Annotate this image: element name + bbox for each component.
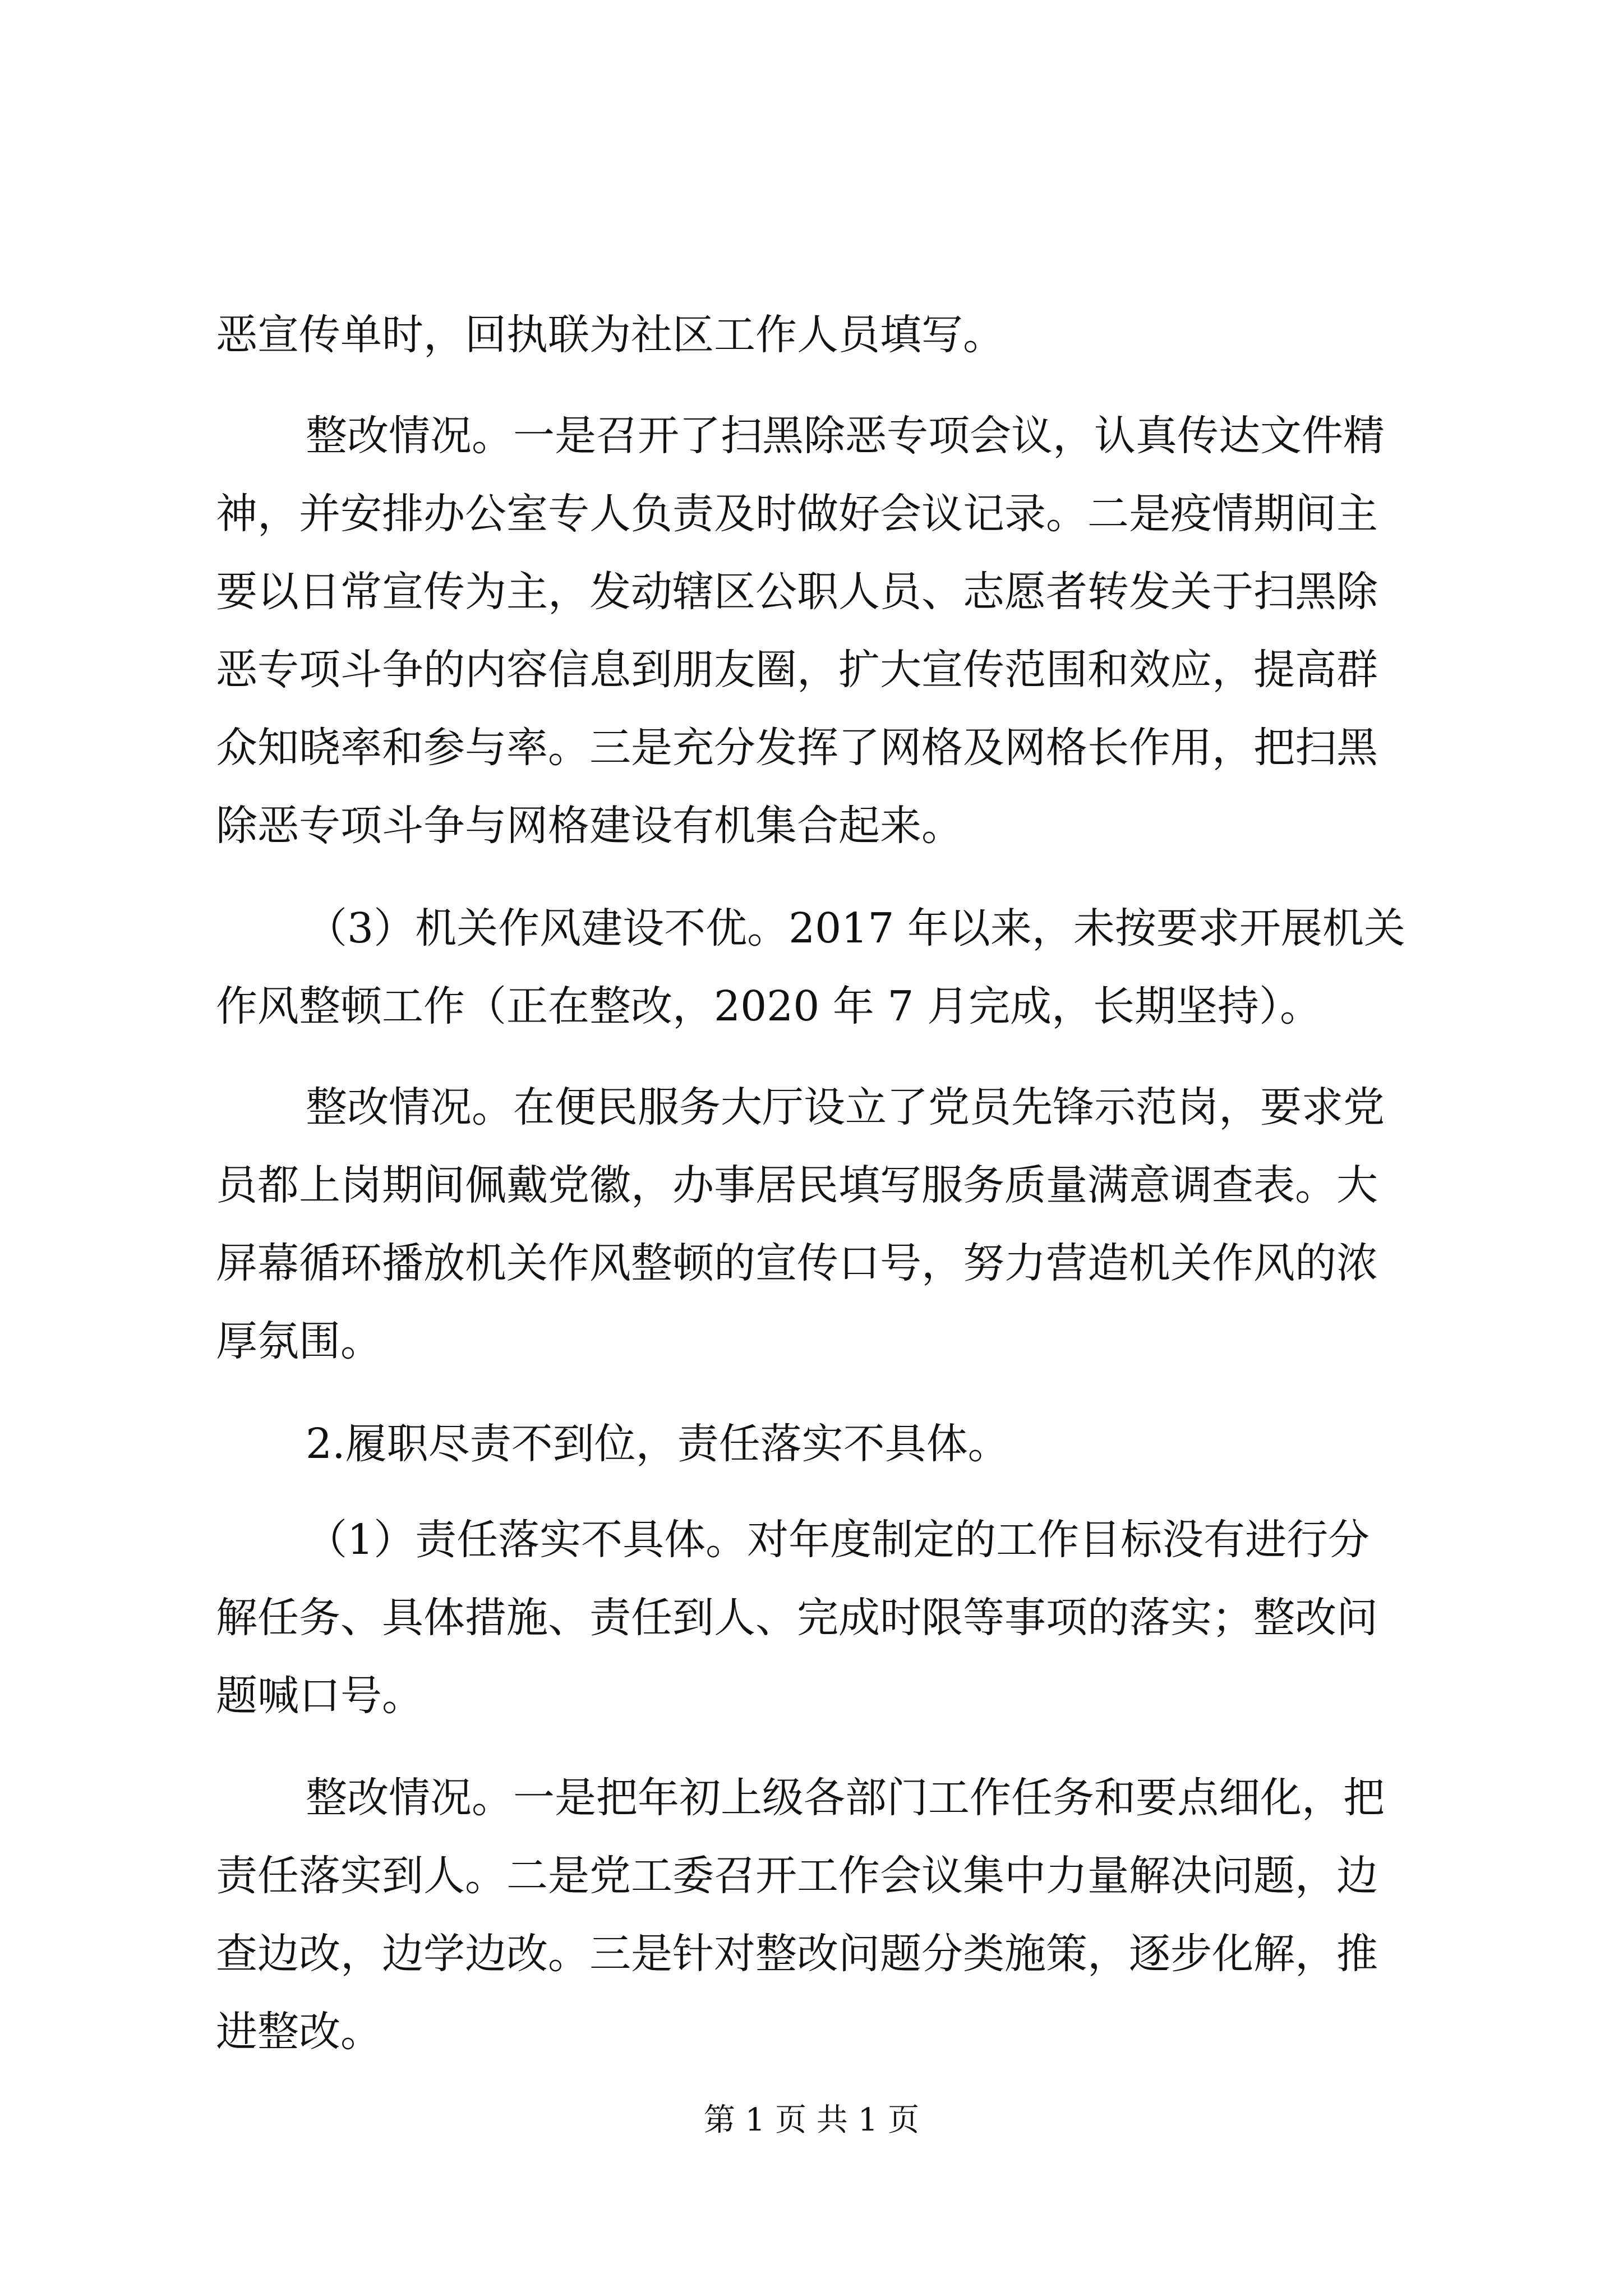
text-line: 解任务、具体措施、责任到人、完成时限等事项的落实；整改问 xyxy=(216,1594,1378,1642)
page-footer: 第 1 页 共 1 页 xyxy=(703,2102,920,2138)
text-line: 恶专项斗争的内容信息到朋友圈，扩大宣传范围和效应，提高群 xyxy=(216,646,1378,694)
text-line: 作风整顿工作（正在整改，2020 年 7 月完成，长期坚持）。 xyxy=(216,982,1321,1030)
text-line: 屏幕循环播放机关作风整顿的宣传口号，努力营造机关作风的浓 xyxy=(216,1239,1378,1287)
text-line: 除恶专项斗争与网格建设有机集合起来。 xyxy=(216,802,963,850)
text-line: 进整改。 xyxy=(216,2008,382,2056)
text-line: 题喊口号。 xyxy=(216,1672,423,1720)
text-line: 众知晓率和参与率。三是充分发挥了网格及网格长作用，把扫黑 xyxy=(216,724,1378,772)
text-line: 要以日常宣传为主，发动辖区公职人员、志愿者转发关于扫黑除 xyxy=(216,568,1378,616)
text-line: 神，并安排办公室专人负责及时做好会议记录。二是疫情期间主 xyxy=(216,490,1378,538)
text-line: 员都上岗期间佩戴党徽，办事居民填写服务质量满意调查表。大 xyxy=(216,1161,1378,1209)
text-line: （1）责任落实不具体。对年度制定的工作目标没有进行分 xyxy=(306,1516,1370,1564)
text-line: 责任落实到人。二是党工委召开工作会议集中力量解决问题，边 xyxy=(216,1852,1378,1900)
text-line: 查边改，边学边改。三是针对整改问题分类施策，逐步化解，推 xyxy=(216,1930,1378,1978)
text-line: 整改情况。一是召开了扫黑除恶专项会议，认真传达文件精 xyxy=(306,412,1385,460)
text-line: 整改情况。一是把年初上级各部门工作任务和要点细化，把 xyxy=(306,1774,1385,1822)
text-line: 整改情况。在便民服务大厅设立了党员先锋示范岗，要求党 xyxy=(306,1083,1385,1131)
text-line: 2.履职尽责不到位，责任落实不具体。 xyxy=(306,1420,1009,1468)
text-line: 厚氛围。 xyxy=(216,1317,382,1365)
text-line: 恶宣传单时，回执联为社区工作人员填写。 xyxy=(216,311,1004,359)
text-line: （3）机关作风建设不优。2017 年以来，未按要求开展机关 xyxy=(306,904,1405,953)
